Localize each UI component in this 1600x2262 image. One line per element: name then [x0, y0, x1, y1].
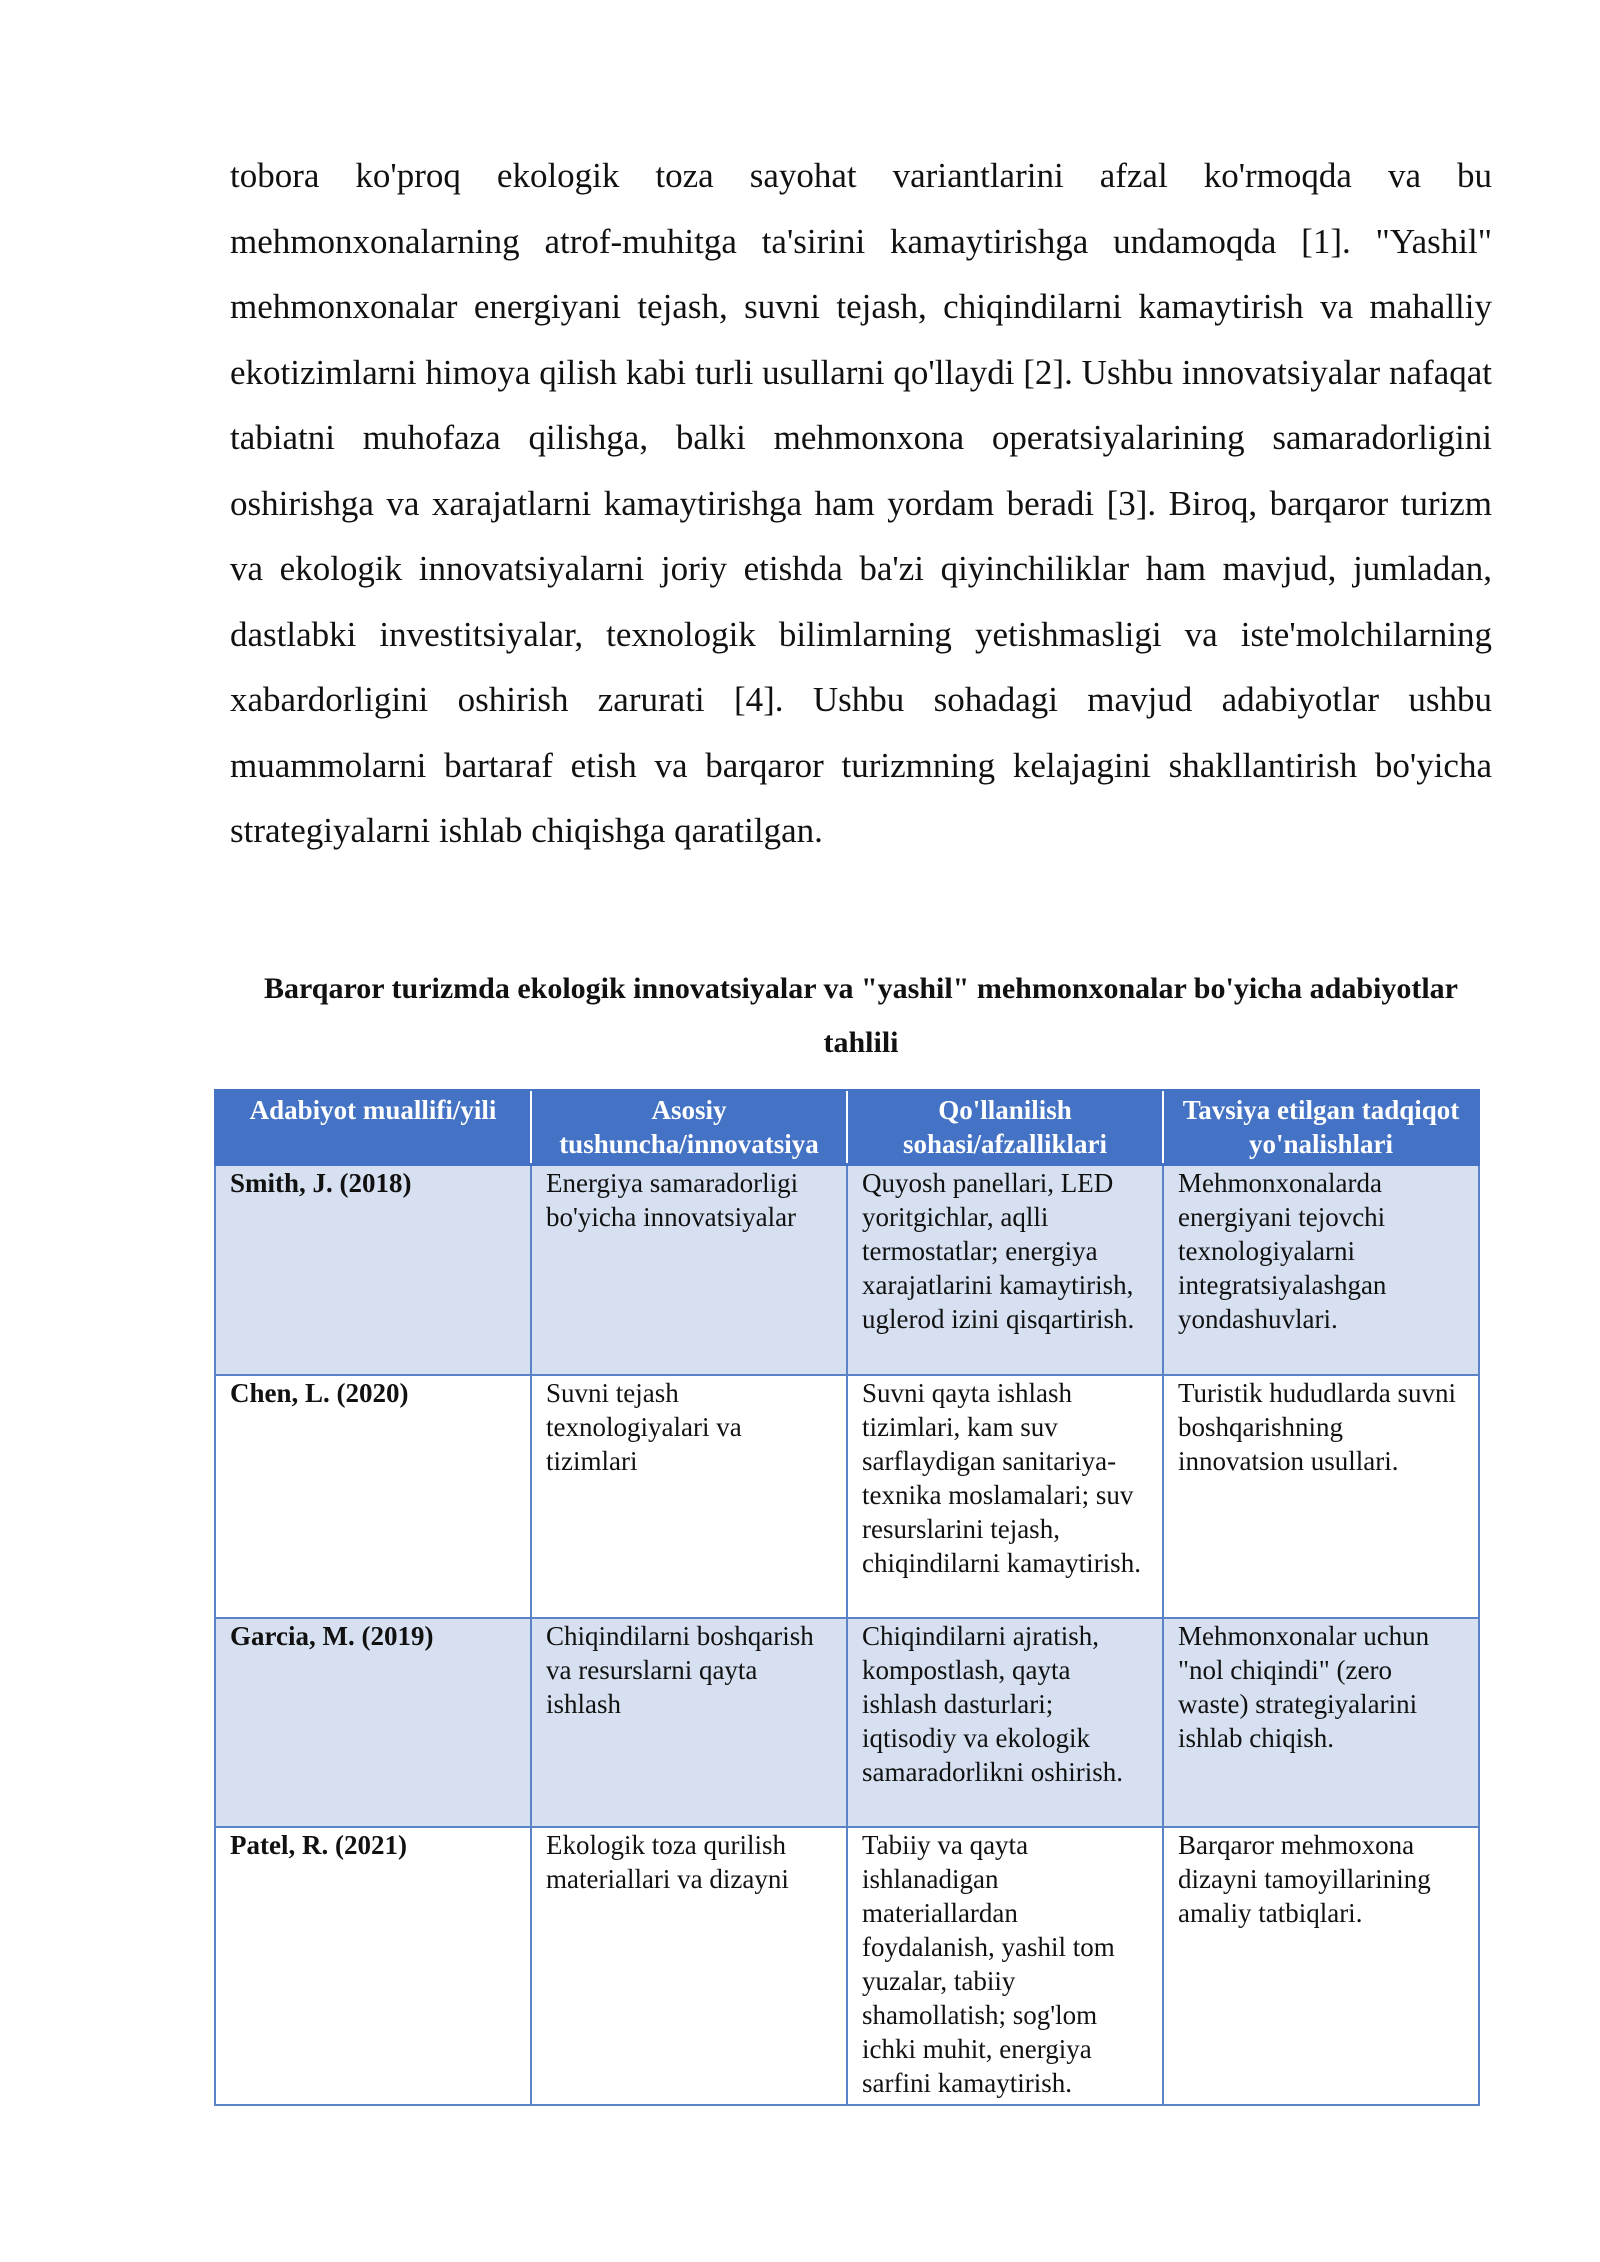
table-caption: Barqaror turizmda ekologik innovatsiyalar va "yashil" mehmonxonalar bo'yicha adabiyotlar tahlili: [264, 972, 1458, 1059]
cell-author: Patel, R. (2021): [215, 1827, 531, 2105]
literature-table: [214, 1089, 1480, 2106]
header-application: Qo'llanilish sohasi/afzalliklari: [847, 1090, 1163, 1165]
cell-directions: Barqaror mehmoxona dizayni tamoyillarining amaliy tatbiqlari.: [1163, 1827, 1479, 2105]
table-row: [215, 1165, 1479, 1376]
header-author: Adabiyot muallifi/yili: [215, 1090, 531, 1165]
cell-author: Smith, J. (2018): [215, 1165, 531, 1376]
table-row: [215, 1827, 1479, 2105]
table-header-row: [215, 1090, 1479, 1165]
cell-author: Chen, L. (2020): [215, 1375, 531, 1618]
table-row: [215, 1375, 1479, 1618]
cell-application: Chiqindilarni ajratish, kompostlash, qayta ishlash dasturlari; iqtisodiy va ekologik samaradorlikni oshirish.: [847, 1618, 1163, 1827]
cell-application: Quyosh panellari, LED yoritgichlar, aqlli termostatlar; energiya xarajatlarini kamaytirish, uglerod izini qisqartirish.: [847, 1165, 1163, 1376]
cell-directions: Mehmonxonalarda energiyani tejovchi texnologiyalarni integratsiyalashgan yondashuvlari.: [1163, 1165, 1479, 1376]
body-paragraph: tobora ko'proq ekologik toza sayohat variantlarini afzal ko'rmoqda va bu mehmonxonalarning atrof-muhitga ta'sirini kamaytirishga undamoqda [1]. "Yashil" mehmonxonalar energiyani tejash, suvni tejash, chiqindilarni kamaytirish va mahalliy ekotizimlarni himoya qilish kabi turli usullarni qo'llaydi [2]. Ushbu innovatsiyalar nafaqat tabiatni muhofaza qilishga, balki mehmonxona operatsiyalarining samaradorligini oshirishga va xarajatlarni kamaytirishga ham yordam beradi [3]. Biroq, barqaror turizm va ekologik innovatsiyalarni joriy etishda ba'zi qiyinchiliklar ham mavjud, jumladan, dastlabki investitsiyalar, texnologik bilimlarning yetishmasligi va iste'molchilarning xabardorligini oshirish zarurati [4]. Ushbu sohadagi mavjud adabiyotlar ushbu muammolarni bartaraf etish va barqaror turizmning kelajagini shakllantirish bo'yicha strategiyalarni ishlab chiqishga qaratilgan.: [230, 156, 1492, 850]
header-concept: Asosiy tushuncha/innovatsiya: [531, 1090, 847, 1165]
header-directions: Tavsiya etilgan tadqiqot yo'nalishlari: [1163, 1090, 1479, 1165]
cell-directions: Turistik hududlarda suvni boshqarishning innovatsion usullari.: [1163, 1375, 1479, 1618]
cell-concept: Suvni tejash texnologiyalari va tizimlari: [531, 1375, 847, 1618]
table-row: [215, 1618, 1479, 1827]
cell-concept: Energiya samaradorligi bo'yicha innovatsiyalar: [531, 1165, 847, 1376]
cell-author: Garcia, M. (2019): [215, 1618, 531, 1827]
cell-application: Suvni qayta ishlash tizimlari, kam suv sarflaydigan sanitariya-texnika moslamalari; suv resurslarini tejash, chiqindilarni kamaytirish.: [847, 1375, 1163, 1618]
cell-directions: Mehmonxonalar uchun "nol chiqindi" (zero waste) strategiyalarini ishlab chiqish.: [1163, 1618, 1479, 1827]
cell-concept: Chiqindilarni boshqarish va resurslarni qayta ishlash: [531, 1618, 847, 1827]
cell-application: Tabiiy va qayta ishlanadigan materiallardan foydalanish, yashil tom yuzalar, tabiiy shamollatish; sog'lom ichki muhit, energiya sarfini kamaytirish.: [847, 1827, 1163, 2105]
cell-concept: Ekologik toza qurilish materiallari va dizayni: [531, 1827, 847, 2105]
